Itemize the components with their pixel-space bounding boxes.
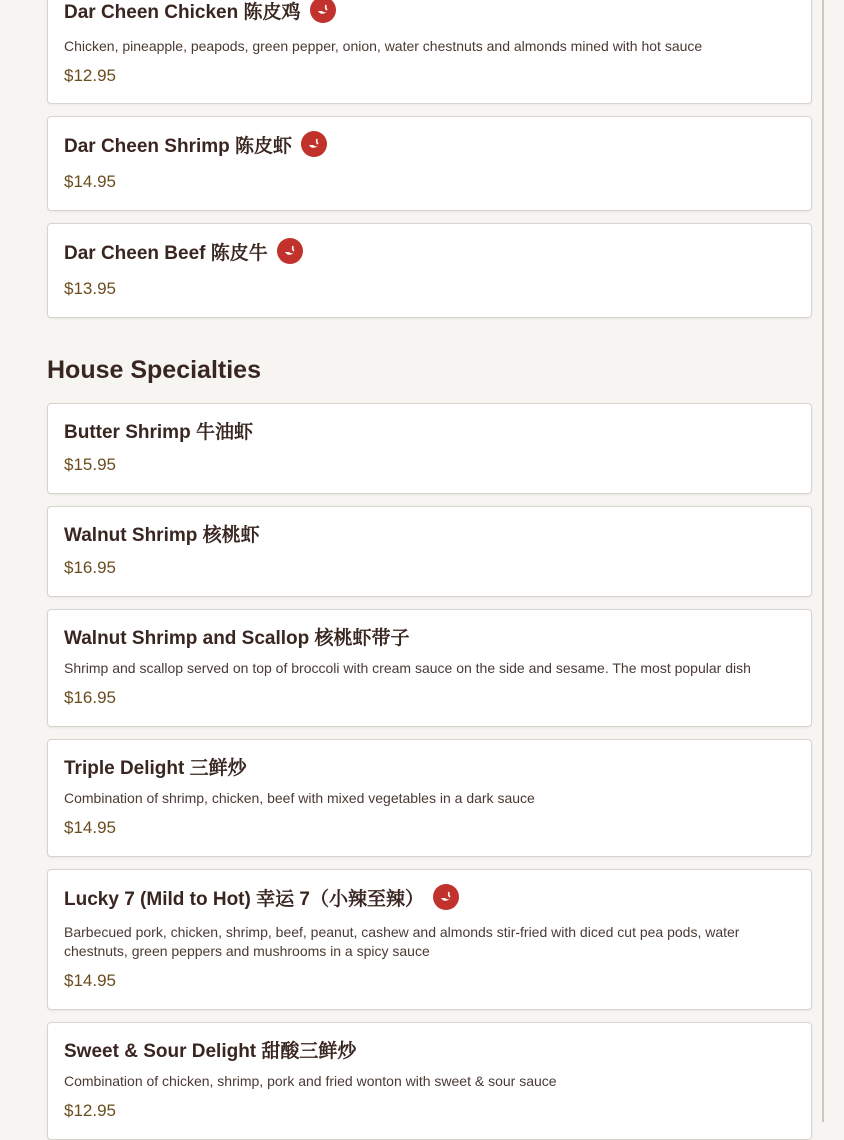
menu-item-name: Walnut Shrimp and Scallop 核桃虾带子 (64, 627, 410, 649)
chili-pepper-icon (301, 131, 327, 157)
menu-item-price: $16.95 (64, 688, 116, 707)
menu-item-card[interactable] (47, 609, 812, 727)
menu-item-card[interactable] (47, 739, 812, 857)
menu-item-card[interactable] (47, 0, 812, 104)
menu-item-name: Lucky 7 (Mild to Hot) 幸运 7（小辣至辣） (64, 888, 424, 910)
menu-item-description: Combination of shrimp, chicken, beef with mixed vegetables in a dark sauce (64, 790, 535, 806)
scrollbar-edge (822, 0, 824, 1122)
menu-item-price: $16.95 (64, 558, 116, 577)
menu-item-price: $12.95 (64, 1101, 116, 1120)
menu-item-description: Chicken, pineapple, peapods, green pepper, onion, water chestnuts and almonds mined with hot sauce (64, 38, 703, 54)
menu-item-price: $14.95 (64, 971, 116, 990)
menu-item-name: Dar Cheen Shrimp 陈皮虾 (64, 135, 293, 157)
menu-item-name: Sweet & Sour Delight 甜酸三鲜炒 (64, 1040, 357, 1062)
menu-item-price: $14.95 (64, 172, 116, 191)
menu-item-card[interactable] (47, 869, 812, 1010)
menu-item-description: Shrimp and scallop served on top of broccoli with cream sauce on the side and sesame. The most popular dish (64, 660, 751, 676)
menu-item-price: $13.95 (64, 279, 116, 298)
menu-item-card[interactable] (47, 223, 812, 318)
menu-item-card[interactable] (47, 116, 812, 211)
menu-item-card[interactable] (47, 403, 812, 494)
chili-pepper-icon (433, 884, 459, 910)
menu-item-card[interactable] (47, 506, 812, 597)
menu-item-price: $12.95 (64, 66, 116, 85)
menu-item-description: Barbecued pork, chicken, shrimp, beef, peanut, cashew and almonds stir-fried with diced cut pea pods, water chestnuts, green peppers and mushrooms in a spicy sauce (64, 924, 740, 959)
menu-item-description: Combination of chicken, shrimp, pork and fried wonton with sweet & sour sauce (64, 1073, 557, 1089)
menu-item-name: Dar Cheen Chicken 陈皮鸡 (64, 1, 301, 23)
chili-pepper-icon (310, 0, 336, 23)
section-title-house-specialties: House Specialties (47, 356, 261, 384)
menu-item-price: $15.95 (64, 455, 116, 474)
menu-item-name: Triple Delight 三鲜炒 (64, 757, 247, 779)
menu-item-name: Dar Cheen Beef 陈皮牛 (64, 242, 268, 264)
menu-item-card[interactable] (47, 1022, 812, 1140)
menu-item-name: Walnut Shrimp 核桃虾 (64, 524, 260, 546)
menu-item-price: $14.95 (64, 818, 116, 837)
menu-item-name: Butter Shrimp 牛油虾 (64, 421, 253, 443)
chili-pepper-icon (277, 238, 303, 264)
